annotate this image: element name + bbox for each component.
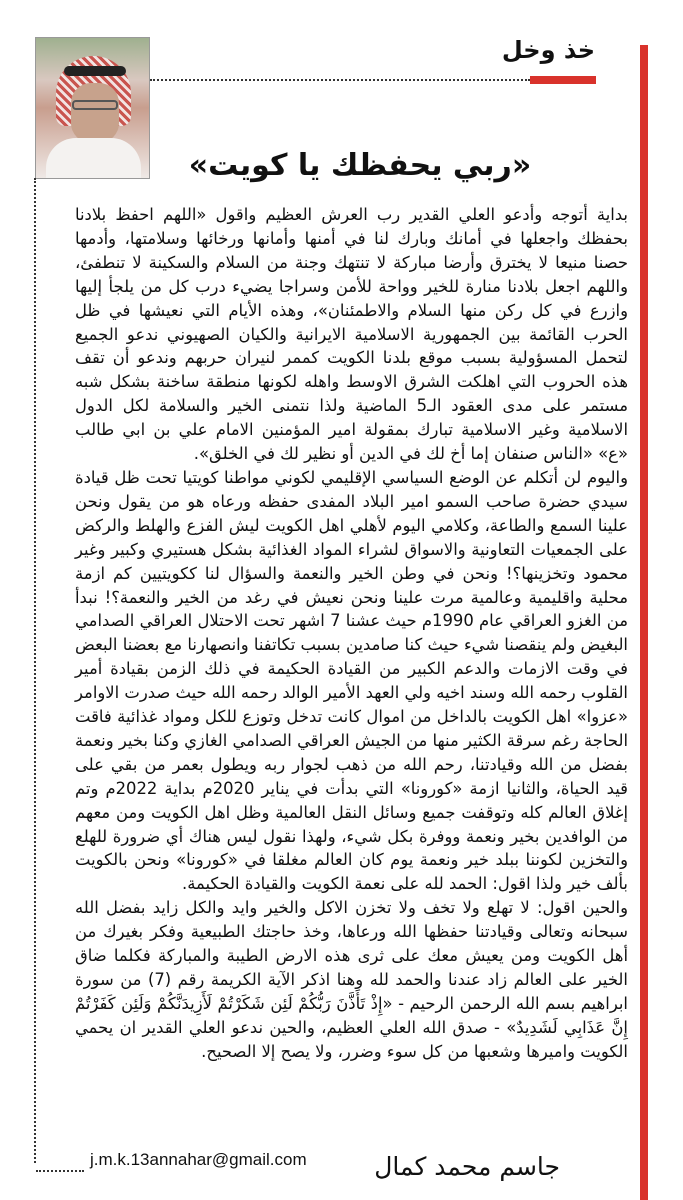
footer-dotted-divider [36, 1170, 84, 1172]
column-label: خذ وخل [501, 36, 595, 64]
dotted-divider [150, 79, 530, 81]
paragraph: واليوم لن أتكلم عن الوضع السياسي الإقليمي لكوني مواطنا كويتيا تحت ظل قيادة سيدي حضرة صاحب السمو امير البلاد المفدى حفظه ورعاه هو من يقول ونحن علينا السمع والطاعة، وكلامي اليوم لأهلي اهل الكويت ليش الفزع والهلط والركض على الجمعيات التعاونية والاسواق لشراء المواد الغذائية بشكل هستيري وكبير وغير محمود وتخزينها؟! ونحن في وطن الخير والنعمة والسؤال لنا ككويتيين كم ازمة محلية واقليمية وعالمية مرت علينا ونحن نعيش في رغد من الخير والنعمة؟! نبدأ من الغزو العراقي عام 1990م حيث عشنا 7 اشهر تحت الاحتلال العراقي الصدامي البغيض ولم ينقصنا شيء حيث كنا صامدين بسبب تكاتفنا وانصهارنا مع بعضنا البعض في وقت الازمات والدعم الكبير من القيادة الحكيمة في ذلك الزمن بقيادة أمير القلوب رحمه الله وسند اخيه ولي العهد الأمير الوالد رحمه الله حيث صدرت الاوامر «عزوا» اهل الكويت بالداخل من اموال كانت تدخل وتوزع للكل ومواد غذائية فاقت الحاجة رغم سرقة الكثير منها من الجيش العراقي الصدامي الغازي وكنا بخير ونعمة بفضل من الله وقيادتنا، رحم الله من ذهب لجوار ربه ويطول بعمر من بقي على قيد الحياة، والثانيا ازمة «كورونا» التي بدأت في يناير 2020م بداية 2022م وتم إغلاق العالم كله وتوقفت جميع وسائل النقل العالمية وظل اهل الكويت ومن معهم من الوافدين بخير ونعمة ووفرة بكل شيء، ولهذا نقول ليس هناك أي ضرورة للهلع والتخزين لكوننا ببلد خير ونعمة يوم كان العالم مغلقا في «كورونا» ونحن بالكويت بألف خير ولذا اقول: الحمد لله على نعمة الكويت والقيادة الحكيمة. [75, 467, 628, 894]
paragraph: والحين اقول: لا تهلع ولا تخف ولا تخزن الاكل والخير وايد والكل زايد بفضل الله سبحانه وتعالى وقيادتنا حفظها الله ورعاها، وخذ حاجتك الطبيعية وفكر بغيرك من أهل الكويت ومن يعيش معك على ثرى هذه الارض الطيبة والمباركة فكلما ضاق الخير على العالم زاد عندنا والحمد لله وهنا اذكر الآية الكريمة رقم (7) من سورة ابراهيم بسم الله الرحمن الرحيم - «إِذْ تَأَذَّنَ رَبُّكُمْ لَئِن شَكَرْتُمْ لَأَزِيدَنَّكُمْ وَلَئِن كَفَرْتُمْ إِنَّ عَذَابِي لَشَدِيدٌ» - صدق الله العلي العظيم، والحين ندعو العلي القدير ان يحمي الكويت واميرها وشعبها من كل سوء وضرر، ولا يصح إلا الصحيح. [75, 898, 628, 1061]
author-name: جاسم محمد كمال [374, 1152, 560, 1181]
dotted-vertical-divider [34, 178, 36, 1163]
paragraph: بداية أتوجه وأدعو العلي القدير رب العرش العظيم واقول «اللهم احفظ بلادنا بحفظك واجعلها في أمانك وبارك لنا في أمنها وأمانها ورخائها وسلامتها، وأدمها حصنا منيعا لا يخترق وأرضا مباركة لا تنتهك وجنة من السلام والسكينة لا تنطفئ، واللهم اجعل بلادنا منارة للخير وواحة للأمن وسراجا يضيء درب كل من يلجأ إليها وازرع في كل ركن منها السلام والاطمئنان»، وهذه الأيام التي نعيشها في ظل الحرب القائمة بين الجمهورية الاسلامية الايرانية والكيان الصهيوني ندعو الجميع لتحمل المسؤولية بسبب موقع بلدنا الكويت كممر لنيران حربهم وندعو أن تقف هذه الحروب التي اهلكت الشرق الاوسط واهله لكونها منطقة ساخنة بشكل شبه مستمر على مدى العقود الـ5 الماضية ولذا نتمنى الخير والسلامة لكل الدول الاسلامية وغير الاسلامية تبارك بمقولة امير المؤمنين الامام علي بن ابي طالب «ع» «الناس صنفان إما أخ لك في الدين أو نظير لك في الخلق». [75, 205, 628, 464]
author-email[interactable]: j.m.k.13annahar@gmail.com [90, 1150, 307, 1169]
accent-bar [640, 45, 648, 1200]
author-photo [35, 37, 150, 179]
column-label-underline [530, 76, 596, 84]
article-title: «ربي يحفظك يا كويت» [188, 148, 532, 184]
article-body [75, 203, 628, 1064]
